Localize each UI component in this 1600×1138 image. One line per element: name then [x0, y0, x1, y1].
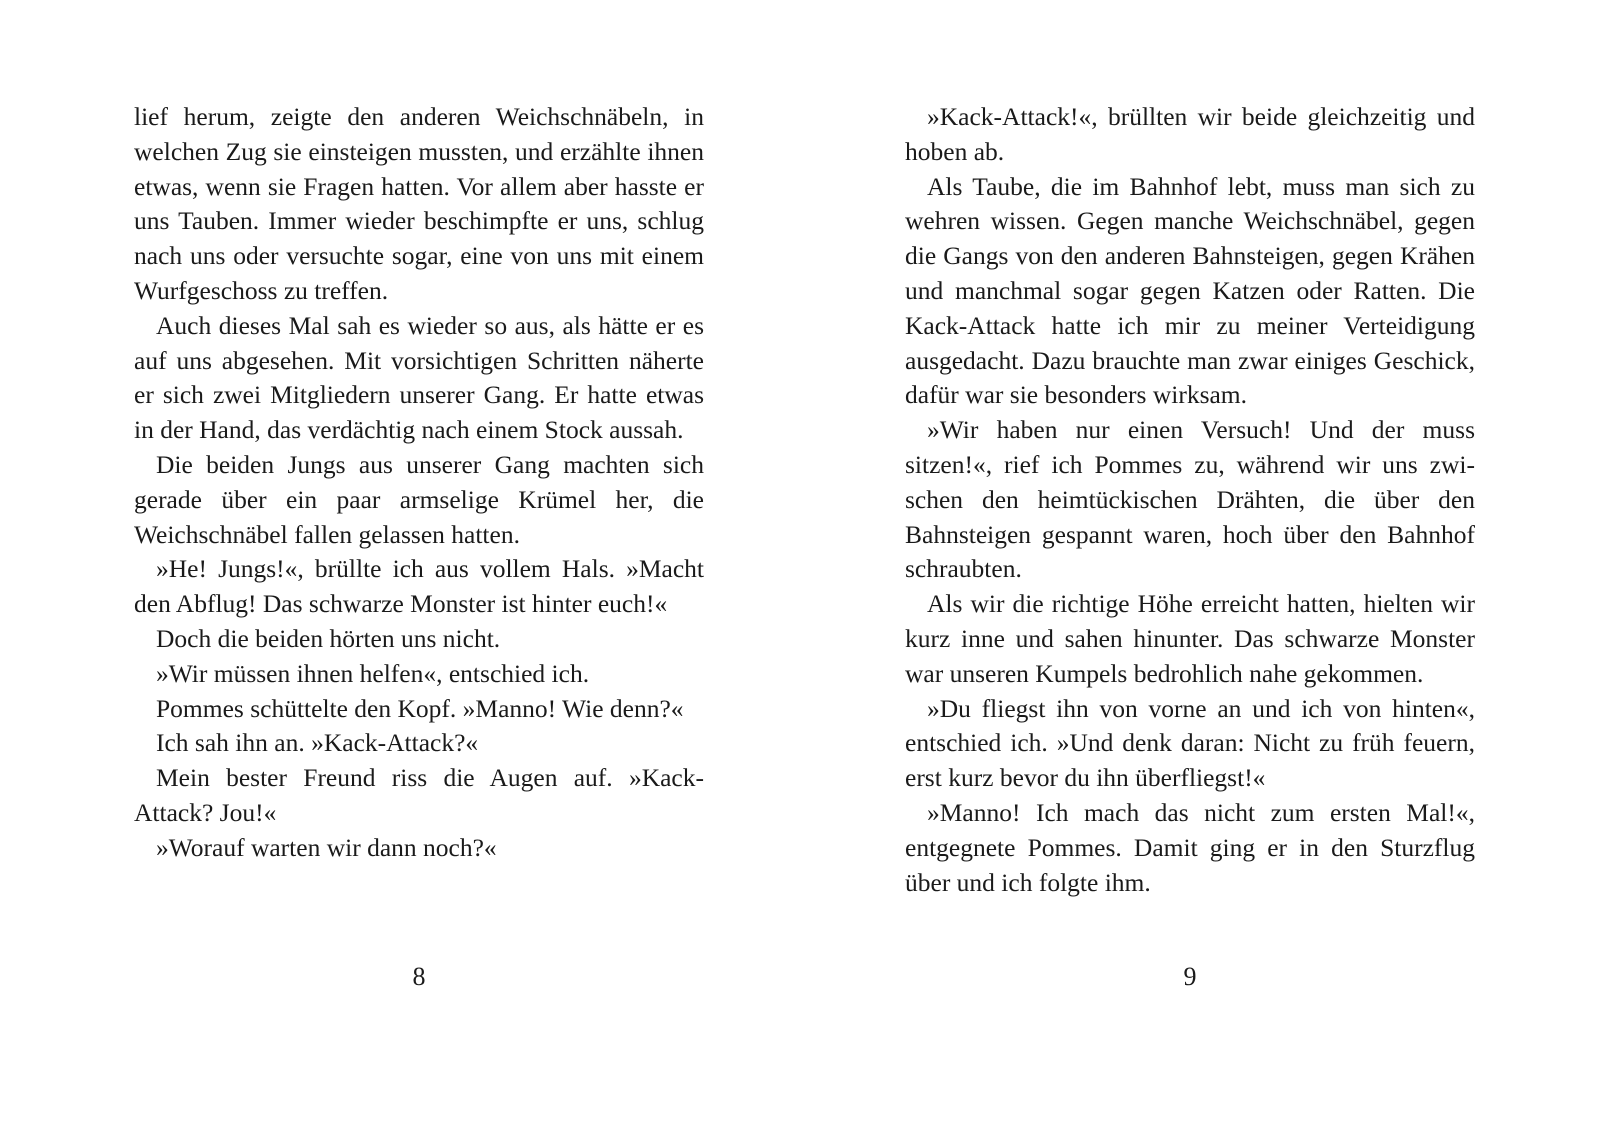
paragraph: Auch dieses Mal sah es wieder so aus, als hätte er es auf uns abgesehen. Mit vorsichtigen Schritten näherte er sich zwei Mitgliedern unserer Gang. Er hatte etwas in der Hand, das verdächtig nach einem Stock aussah. [134, 310, 704, 445]
paragraph: »He! Jungs!«, brüllte ich aus vollem Hals. »Macht den Abflug! Das schwarze Monster ist hinter euch!« [134, 554, 704, 619]
paragraph: Doch die beiden hörten uns nicht. [156, 623, 501, 653]
paragraph: »Kack-Attack!«, brüllten wir beide gleichzeitig und hoben ab. [905, 102, 1475, 166]
left-page [134, 100, 704, 1000]
page-number-left: 8 [412, 962, 426, 991]
right-page-text [905, 100, 1475, 900]
paragraph: Die beiden Jungs aus unserer Gang machten sich gerade über ein paar armselige Krümel her, die Weichschnäbel fallen gelassen hatten. [134, 449, 704, 549]
paragraph: Ich sah ihn an. »Kack-Attack?« [156, 728, 479, 758]
paragraph: »Du fliegst ihn von vorne an und ich von hinten«, entschied ich. »Und denk daran: Nicht zu früh feuern, erst kurz bevor du ihn überfliegst!« [905, 693, 1475, 793]
paragraph: lief herum, zeigte den anderen Weichschnäbeln, in welchen Zug sie einsteigen mussten, und erzählte ihnen etwas, wenn sie Fragen hatten. Vor allem aber hasste er uns Tauben. Immer wieder beschimpfte er uns, schlug nach uns oder versuchte sogar, eine von uns mit einem Wurfgeschoss zu treffen. [134, 102, 704, 305]
paragraph: Als wir die richtige Höhe erreicht hatten, hielten wir kurz inne und sahen hinunter. Das schwarze Monster war unseren Kumpels bedrohlich nahe gekommen. [905, 589, 1475, 688]
left-page-text [134, 100, 704, 866]
page-number-right: 9 [1183, 962, 1197, 991]
paragraph: »Worauf warten wir dann noch?« [156, 832, 497, 862]
paragraph: Pommes schüttelte den Kopf. »Manno! Wie denn?« [156, 693, 684, 723]
paragraph: »Wir haben nur einen Versuch! Und der muss sitzen!«, rief ich Pommes zu, während wir uns zwischen den heimtückischen Drähten, die über den Bahnsteigen gespannt waren, hoch über den Bahnhof schraubten. [905, 415, 1475, 584]
paragraph: »Manno! Ich mach das nicht zum ersten Mal!«, entgegnete Pommes. Damit ging er in den Sturzflug über und ich folgte ihm. [905, 797, 1475, 897]
right-page [905, 100, 1475, 1000]
paragraph: Mein bester Freund riss die Augen auf. »Kack-Attack? Jou!« [134, 763, 704, 827]
paragraph: Als Taube, die im Bahnhof lebt, muss man sich zu wehren wissen. Gegen manche Weichschnäbel, gegen die Gangs von den anderen Bahnsteigen, gegen Krähen und manchmal sogar gegen Katzen oder Ratten. Die Kack-Attack hatte ich mir zu meiner Verteidigung ausgedacht. Dazu brauchte man zwar einiges Geschick, dafür war sie besonders wirksam. [905, 171, 1475, 410]
paragraph: »Wir müssen ihnen helfen«, entschied ich. [156, 658, 590, 688]
